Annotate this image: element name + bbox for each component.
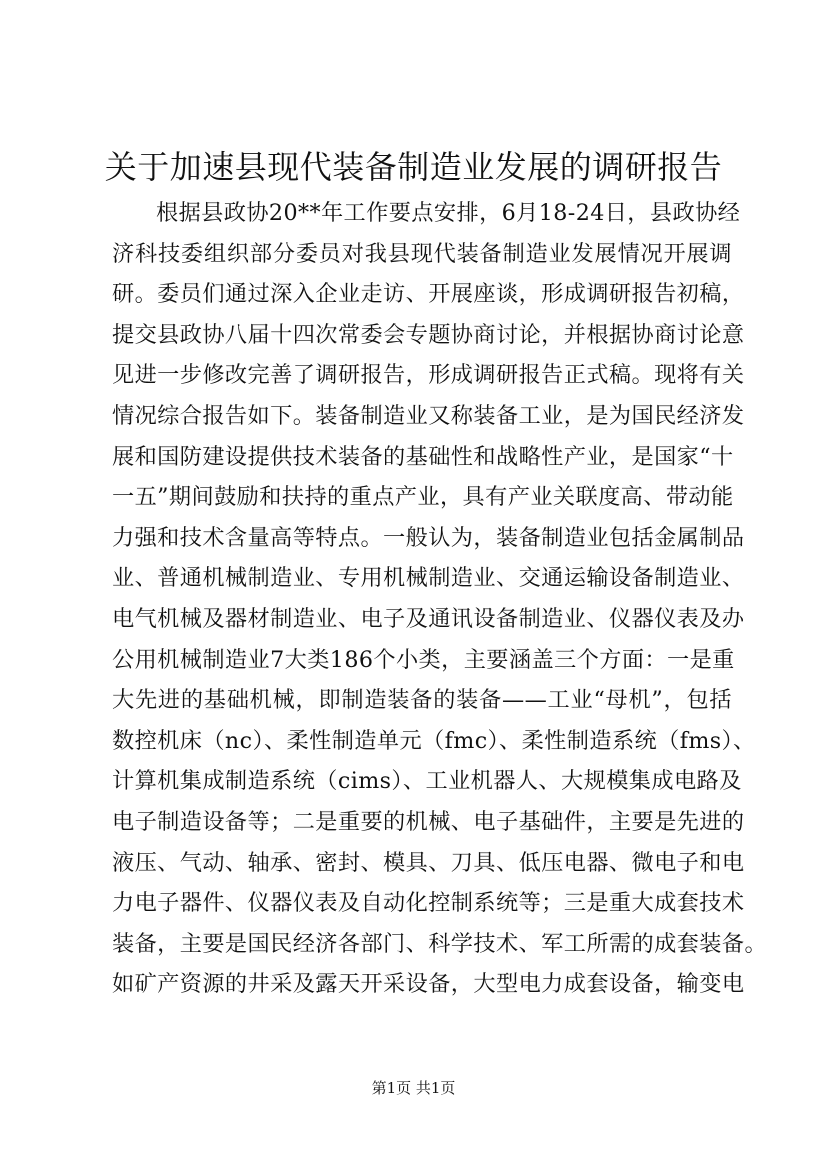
text-line: 提交县政协八届十四次常委会专题协商讨论，并根据协商讨论意 [112,321,745,348]
text-line: 电子制造设备等；二是重要的机械、电子基础件，主要是先进的 [112,808,745,835]
text-line: 大先进的基础机械，即制造装备的装备——工业“母机”，包括 [112,687,732,714]
body-paragraph [112,193,768,1005]
text-line: 计算机集成制造系统（cims）、工业机器人、大规模集成电路及 [112,768,742,795]
text-line: 力电子器件、仪器仪表及自动化控制系统等；三是重大成套技术 [112,890,745,917]
text-line: 研。委员们通过深入企业走访、开展座谈，形成调研报告初稿， [112,281,745,308]
text-line: 液压、气动、轴承、密封、模具、刀具、低压电器、微电子和电 [112,849,745,876]
text-line: 公用机械制造业7大类186个小类，主要涵盖三个方面：一是重 [112,646,735,673]
text-line: 展和国防建设提供技术装备的基础性和战略性产业，是国家“十 [112,443,734,470]
text-line: 济科技委组织部分委员对我县现代装备制造业发展情况开展调 [112,240,732,267]
text-line: 电气机械及器材制造业、电子及通讯设备制造业、仪器仪表及办 [112,605,745,632]
text-line: 根据县政协20**年工作要点安排，6月18-24日，县政协经 [156,200,741,226]
text-line: 一五”期间鼓励和扶持的重点产业，具有产业关联度高、带动能 [112,484,734,511]
page-number-footer: 第1页 共1页 [371,1079,456,1097]
document-title: 关于加速县现代装备制造业发展的调研报告 [104,148,723,186]
text-line: 力强和技术含量高等特点。一般认为，装备制造业包括金属制品 [112,524,745,551]
text-line: 业、普通机械制造业、专用机械制造业、交通运输设备制造业、 [112,565,745,592]
text-line: 装备，主要是国民经济各部门、科学技术、军工所需的成套装备。 [112,930,768,957]
text-line: 如矿产资源的井采及露天开采设备，大型电力成套设备，输变电 [112,971,745,998]
text-line: 数控机床（nc）、柔性制造单元（fmc）、柔性制造系统（fms）、 [112,727,756,754]
text-line: 见进一步修改完善了调研报告，形成调研报告正式稿。现将有关 [112,362,745,389]
text-line: 情况综合报告如下。装备制造业又称装备工业，是为国民经济发 [112,402,745,429]
